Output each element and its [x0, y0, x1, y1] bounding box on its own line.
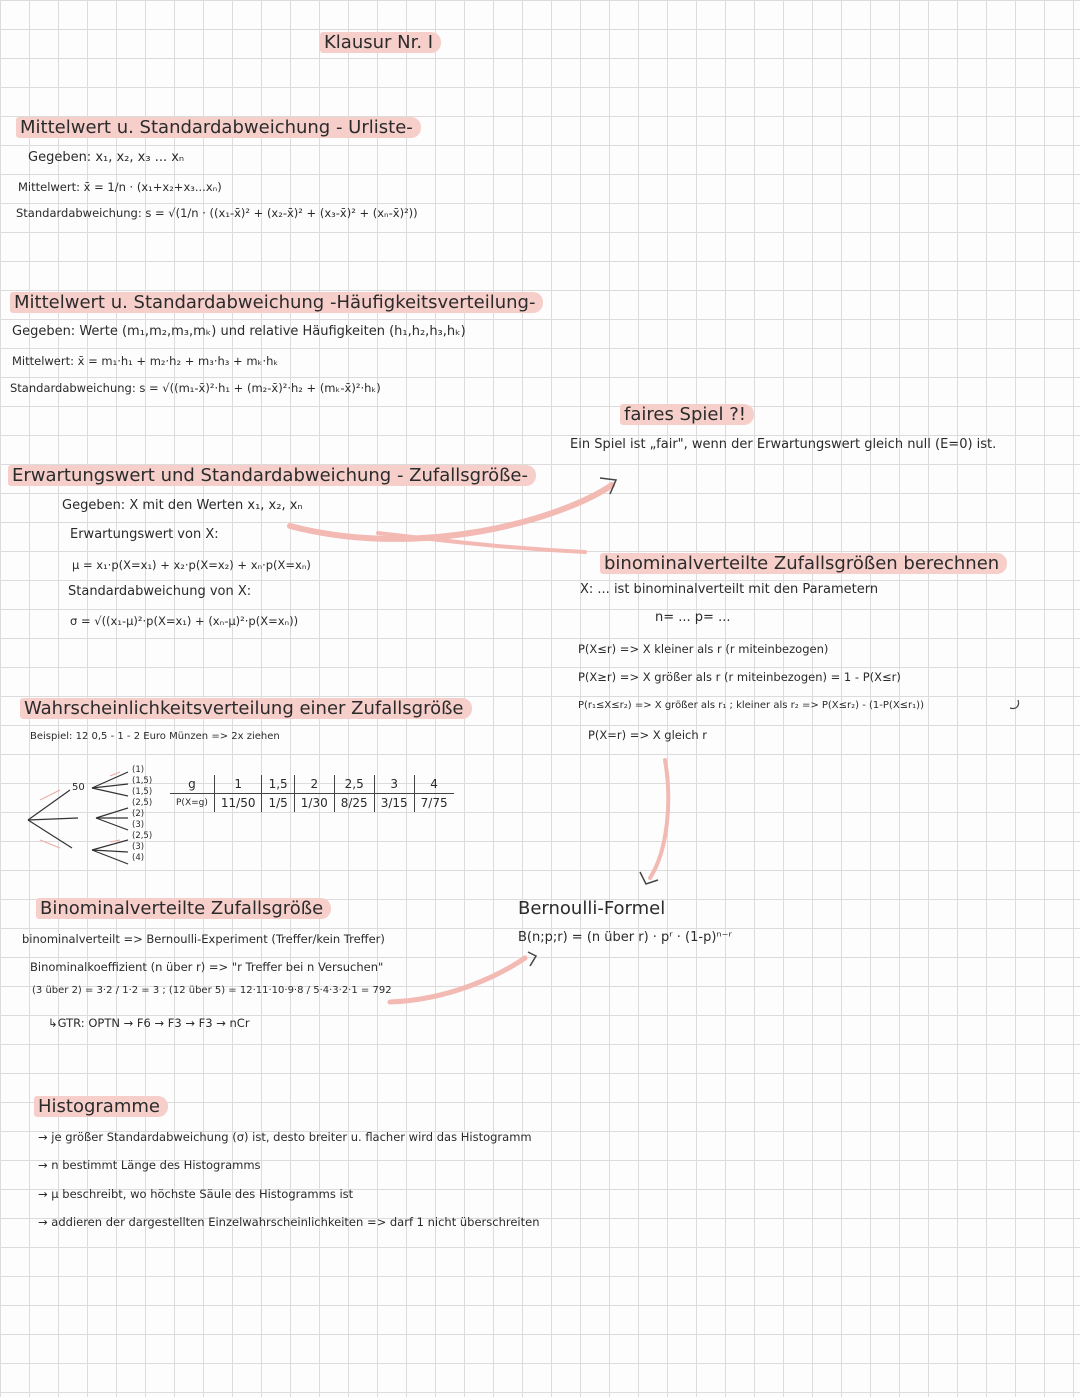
binomial-params: n= ... p= ... — [655, 610, 731, 625]
section4-example: Beispiel: 12 0,5 - 1 - 2 Euro Münzen => 2x ziehen — [30, 731, 280, 742]
section1-sd: Standardabweichung: s = √(1/n · ((x₁-x̄)² + (x₂-x̄)² + (x₃-x̄)² + (xₙ-x̄)²)) — [16, 206, 418, 220]
arrow-binomial-to-bernoulli — [390, 958, 525, 1002]
fair-game-heading: faires Spiel ?! — [620, 404, 754, 425]
section3-heading: Erwartungswert und Standardabweichung - Zufallsgröße- — [8, 465, 536, 486]
section2-mean: Mittelwert: x̄ = m₁·h₁ + m₂·h₂ + m₃·h₃ + mₖ·hₖ — [12, 354, 279, 368]
section2-sd: Standardabweichung: s = √((m₁-x̄)²·h₁ + (m₂-x̄)²·h₂ + (mₖ-x̄)²·hₖ) — [10, 381, 381, 395]
section3-ew-label: Erwartungswert von X: — [70, 527, 219, 542]
section3-sd-label: Standardabweichung von X: — [68, 584, 252, 599]
distribution-table: g 1 1,5 2 2,5 3 4 P(X=g) 11/50 1/5 1/30 8/25 3/15 7/75 — [170, 775, 454, 812]
section2-heading: Mittelwert u. Standardabweichung -Häufigkeitsverteilung- — [10, 292, 543, 313]
section5-l1: binominalverteilt => Bernoulli-Experiment (Treffer/kein Treffer) — [22, 932, 385, 946]
table-header-p: P(X=g) — [176, 798, 208, 808]
section1-mean: Mittelwert: x̄ = 1/n · (x₁+x₂+x₃...xₙ) — [18, 180, 222, 194]
section1-heading: Mittelwert u. Standardabweichung - Urliste- — [16, 117, 421, 138]
section5-l3: (3 über 2) = 3·2 / 1·2 = 3 ; (12 über 5) = 12·11·10·9·8 / 5·4·3·2·1 = 792 — [32, 985, 392, 996]
tree-leaf-labels: (1) (1,5) (1,5) (2,5) (2) (3) (2,5) (3) (4) — [132, 765, 153, 863]
binomial-l3: P(r₁≤X≤r₂) => X größer als r₁ ; kleiner als r₂ => P(X≤r₂) - (1-P(X≤r₁)) — [578, 700, 924, 711]
section5-heading: Binominalverteilte Zufallsgröße — [36, 898, 331, 919]
binomial-calc-heading: binominalverteilte Zufallsgrößen berechnen — [600, 553, 1007, 574]
page-title: Klausur Nr. I — [320, 32, 441, 53]
table-header-g: g — [170, 775, 214, 794]
arrow-to-fair-game — [290, 485, 612, 539]
section5-l2: Binominalkoeffizient (n über r) => "r Treffer bei n Versuchen" — [30, 960, 384, 974]
section2-given: Gegeben: Werte (m₁,m₂,m₃,mₖ) und relative Häufigkeiten (h₁,h₂,h₃,hₖ) — [12, 324, 466, 339]
histogram-l2: → n bestimmt Länge des Histogramms — [38, 1158, 261, 1172]
histogram-l3: → μ beschreibt, wo höchste Säule des Histogramms ist — [38, 1187, 354, 1201]
section4-heading: Wahrscheinlichkeitsverteilung einer Zufallsgröße — [20, 698, 472, 719]
section3-given: Gegeben: X mit den Werten x₁, x₂, xₙ — [62, 498, 303, 513]
histogram-l1: → je größer Standardabweichung (σ) ist, desto breiter u. flacher wird das Histogramm — [38, 1130, 532, 1144]
binomial-x: X: ... ist binominalverteilt mit den Parametern — [580, 582, 879, 597]
binomial-l1: P(X≤r) => X kleiner als r (r miteinbezogen) — [578, 642, 829, 656]
fair-game-text: Ein Spiel ist „fair", wenn der Erwartungswert gleich null (E=0) ist. — [570, 437, 997, 452]
arrow-to-bernoulli — [650, 760, 668, 878]
bernoulli-heading: Bernoulli-Formel — [518, 898, 666, 919]
binomial-l4: P(X=r) => X gleich r — [588, 728, 708, 742]
bernoulli-formula: B(n;p;r) = (n über r) · pʳ · (1-p)ⁿ⁻ʳ — [518, 930, 732, 945]
histogram-heading: Histogramme — [34, 1096, 168, 1117]
divider-line — [378, 533, 585, 552]
tree-root-label: 50 — [72, 782, 85, 793]
binomial-l2: P(X≥r) => X größer als r (r miteinbezogen) = 1 - P(X≤r) — [578, 670, 901, 684]
section1-given: Gegeben: x₁, x₂, x₃ ... xₙ — [28, 150, 185, 165]
section3-sd: σ = √((x₁-μ)²·p(X=x₁) + (xₙ-μ)²·p(X=xₙ)) — [70, 614, 299, 628]
section5-l4: ↳GTR: OPTN → F6 → F3 → F3 → nCr — [48, 1016, 250, 1030]
section3-ew: μ = x₁·p(X=x₁) + x₂·p(X=x₂) + xₙ·p(X=xₙ) — [72, 558, 311, 572]
histogram-l4: → addieren der dargestellten Einzelwahrscheinlichkeiten => darf 1 nicht überschreiten — [38, 1215, 540, 1229]
